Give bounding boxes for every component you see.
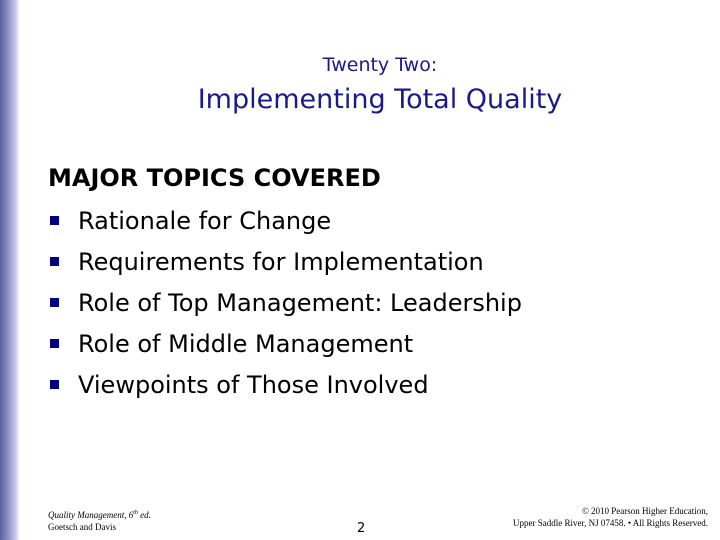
copyright-line-2: Upper Saddle River, NJ 07458. • All Rights Reserved.	[512, 518, 708, 528]
square-bullet-icon	[50, 216, 59, 225]
topic-label: Viewpoints of Those Involved	[78, 371, 429, 399]
copyright-line-1: © 2010 Pearson Higher Education,	[581, 506, 708, 516]
slide-subtitle: Twenty Two:	[322, 54, 438, 76]
decorative-side-bar	[0, 0, 20, 540]
list-item	[48, 285, 522, 326]
list-item	[48, 326, 522, 367]
topic-label: Requirements for Implementation	[78, 248, 484, 276]
footer-book-title: Quality Management, 6th ed.	[48, 510, 151, 520]
edition-superscript: th	[133, 510, 138, 516]
list-item	[48, 203, 522, 244]
footer-authors: Goetsch and Davis	[48, 522, 116, 532]
footer-book-info	[48, 507, 151, 533]
square-bullet-icon	[50, 380, 59, 389]
list-item	[48, 367, 522, 408]
topic-label: Role of Top Management: Leadership	[78, 289, 522, 317]
footer-copyright	[513, 505, 708, 529]
page-number: 2	[357, 521, 366, 536]
slide-title: Implementing Total Quality	[197, 84, 563, 115]
square-bullet-icon	[50, 339, 59, 348]
topic-label: Rationale for Change	[78, 207, 332, 235]
list-item	[48, 244, 522, 285]
topics-list	[48, 203, 522, 408]
topic-label: Role of Middle Management	[78, 330, 414, 358]
square-bullet-icon	[50, 257, 59, 266]
square-bullet-icon	[50, 298, 59, 307]
topics-heading: MAJOR TOPICS COVERED	[48, 164, 381, 192]
